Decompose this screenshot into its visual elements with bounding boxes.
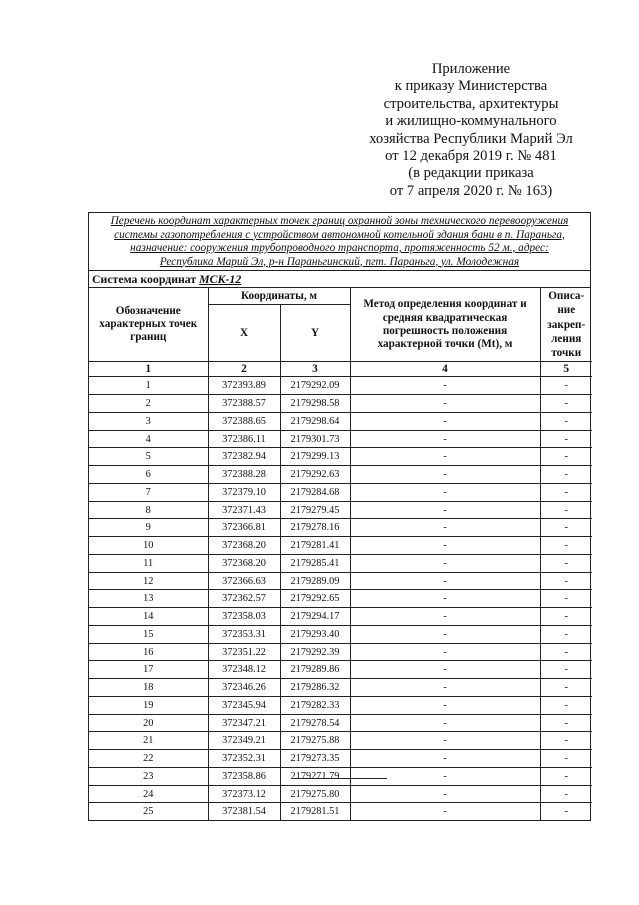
y-coordinate-cell: 2179289.09 xyxy=(280,572,350,590)
point-number-cell: 5 xyxy=(89,448,208,466)
table-row xyxy=(89,661,592,679)
y-coordinate-cell: 2179292.65 xyxy=(280,590,350,608)
method-cell: - xyxy=(350,412,540,430)
appendix-line: хозяйства Республики Марий Эл xyxy=(369,130,573,147)
x-coordinate-cell: 372388.28 xyxy=(208,466,280,484)
table-row xyxy=(89,679,592,697)
x-coordinate-cell: 372349.21 xyxy=(208,732,280,750)
method-cell: - xyxy=(350,643,540,661)
point-number-cell: 15 xyxy=(89,625,208,643)
caption-line: назначение: сооружения трубопроводного транспорта, протяженность 52 м., адрес: xyxy=(130,242,549,254)
table-row xyxy=(89,590,592,608)
footer-separator-line xyxy=(293,778,387,779)
caption-line: Перечень координат характерных точек границ охранной зоны технического перевооружения xyxy=(110,215,569,227)
appendix-line: (в редакции приказа xyxy=(408,165,534,182)
caption-line: системы газопотребления с устройством автономной котельной здания бани в п. Параньга, xyxy=(114,228,565,241)
point-number-cell: 24 xyxy=(89,785,208,803)
description-cell: - xyxy=(540,785,592,803)
method-cell: - xyxy=(350,696,540,714)
point-number-cell: 9 xyxy=(89,519,208,537)
y-coordinate-cell: 2179275.88 xyxy=(280,732,350,750)
y-coordinate-cell: 2179292.39 xyxy=(280,643,350,661)
method-cell: - xyxy=(350,785,540,803)
description-cell: - xyxy=(540,767,592,785)
x-coordinate-cell: 372352.31 xyxy=(208,750,280,768)
table-row xyxy=(89,750,592,768)
y-coordinate-cell: 2179286.32 xyxy=(280,679,350,697)
method-cell: - xyxy=(350,750,540,768)
method-cell: - xyxy=(350,537,540,555)
method-cell: - xyxy=(350,625,540,643)
y-coordinate-cell: 2179279.45 xyxy=(280,501,350,519)
table-row xyxy=(89,395,592,413)
description-cell: - xyxy=(540,466,592,484)
x-coordinate-cell: 372379.10 xyxy=(208,483,280,501)
x-coordinate-cell: 372353.31 xyxy=(208,625,280,643)
table-row xyxy=(89,448,592,466)
y-coordinate-cell: 2179292.63 xyxy=(280,466,350,484)
header-method: Метод определения координат и средняя квадратическая погрешность положения характерной точки (Mt), м xyxy=(350,288,540,362)
method-cell: - xyxy=(350,714,540,732)
y-coordinate-cell: 2179273.35 xyxy=(280,750,350,768)
description-cell: - xyxy=(540,625,592,643)
table-caption xyxy=(89,213,590,271)
appendix-line: к приказу Министерства xyxy=(394,78,548,95)
point-number-cell: 19 xyxy=(89,696,208,714)
y-coordinate-cell: 2179282.33 xyxy=(280,696,350,714)
point-number-cell: 11 xyxy=(89,554,208,572)
y-coordinate-cell: 2179301.73 xyxy=(280,430,350,448)
table-row xyxy=(89,572,592,590)
table-row xyxy=(89,803,592,820)
header-x: X xyxy=(208,305,280,362)
description-cell: - xyxy=(540,696,592,714)
coordinate-system-row xyxy=(89,271,590,288)
table-row xyxy=(89,643,592,661)
table-row xyxy=(89,501,592,519)
point-number-cell: 12 xyxy=(89,572,208,590)
table-row xyxy=(89,412,592,430)
point-number-cell: 2 xyxy=(89,395,208,413)
description-cell: - xyxy=(540,679,592,697)
method-cell: - xyxy=(350,590,540,608)
method-cell: - xyxy=(350,803,540,820)
column-number: 5 xyxy=(540,362,592,377)
description-cell: - xyxy=(540,377,592,395)
table-row xyxy=(89,537,592,555)
y-coordinate-cell: 2179281.51 xyxy=(280,803,350,820)
method-cell: - xyxy=(350,732,540,750)
x-coordinate-cell: 372366.63 xyxy=(208,572,280,590)
method-cell: - xyxy=(350,572,540,590)
x-coordinate-cell: 372345.94 xyxy=(208,696,280,714)
table-row xyxy=(89,519,592,537)
description-cell: - xyxy=(540,554,592,572)
table-row xyxy=(89,430,592,448)
appendix-line: от 12 декабря 2019 г. № 481 xyxy=(385,148,557,165)
point-number-cell: 22 xyxy=(89,750,208,768)
method-cell: - xyxy=(350,483,540,501)
description-cell: - xyxy=(540,483,592,501)
y-coordinate-cell: 2179271.79 xyxy=(280,767,350,785)
coordinate-system-label: Система координат xyxy=(92,272,197,286)
description-cell: - xyxy=(540,732,592,750)
description-cell: - xyxy=(540,661,592,679)
x-coordinate-cell: 372388.65 xyxy=(208,412,280,430)
method-cell: - xyxy=(350,767,540,785)
x-coordinate-cell: 372362.57 xyxy=(208,590,280,608)
column-number: 3 xyxy=(280,362,350,377)
appendix-line: от 7 апреля 2020 г. № 163) xyxy=(389,182,553,199)
description-cell: - xyxy=(540,448,592,466)
method-cell: - xyxy=(350,430,540,448)
coordinates-table xyxy=(89,288,592,820)
method-cell: - xyxy=(350,608,540,626)
x-coordinate-cell: 372388.57 xyxy=(208,395,280,413)
table-row xyxy=(89,714,592,732)
y-coordinate-cell: 2179293.40 xyxy=(280,625,350,643)
method-cell: - xyxy=(350,395,540,413)
description-cell: - xyxy=(540,430,592,448)
x-coordinate-cell: 372366.81 xyxy=(208,519,280,537)
x-coordinate-cell: 372368.20 xyxy=(208,537,280,555)
y-coordinate-cell: 2179281.41 xyxy=(280,537,350,555)
point-number-cell: 14 xyxy=(89,608,208,626)
header-designation: Обозначение характерных точек границ xyxy=(89,288,208,362)
description-cell: - xyxy=(540,803,592,820)
point-number-cell: 4 xyxy=(89,430,208,448)
x-coordinate-cell: 372393.89 xyxy=(208,377,280,395)
table-row xyxy=(89,483,592,501)
table-row xyxy=(89,466,592,484)
description-cell: - xyxy=(540,519,592,537)
method-cell: - xyxy=(350,661,540,679)
table-row xyxy=(89,696,592,714)
column-number-row xyxy=(89,362,592,377)
coordinates-table-frame xyxy=(88,212,591,821)
description-cell: - xyxy=(540,395,592,413)
appendix-line: Приложение xyxy=(431,61,511,77)
y-coordinate-cell: 2179298.64 xyxy=(280,412,350,430)
x-coordinate-cell: 372358.03 xyxy=(208,608,280,626)
description-cell: - xyxy=(540,501,592,519)
method-cell: - xyxy=(350,377,540,395)
y-coordinate-cell: 2179298.58 xyxy=(280,395,350,413)
description-cell: - xyxy=(540,643,592,661)
point-number-cell: 16 xyxy=(89,643,208,661)
table-row xyxy=(89,608,592,626)
header-description: Описа-ние закреп-ления точки xyxy=(540,288,592,362)
point-number-cell: 13 xyxy=(89,590,208,608)
method-cell: - xyxy=(350,501,540,519)
column-number: 1 xyxy=(89,362,208,377)
method-cell: - xyxy=(350,519,540,537)
x-coordinate-cell: 372371.43 xyxy=(208,501,280,519)
header-coordinates: Координаты, м xyxy=(208,288,350,305)
description-cell: - xyxy=(540,750,592,768)
point-number-cell: 25 xyxy=(89,803,208,820)
point-number-cell: 23 xyxy=(89,767,208,785)
point-number-cell: 17 xyxy=(89,661,208,679)
table-row xyxy=(89,767,592,785)
x-coordinate-cell: 372351.22 xyxy=(208,643,280,661)
point-number-cell: 3 xyxy=(89,412,208,430)
x-coordinate-cell: 372368.20 xyxy=(208,554,280,572)
appendix-block xyxy=(340,61,602,200)
y-coordinate-cell: 2179294.17 xyxy=(280,608,350,626)
x-coordinate-cell: 372373.12 xyxy=(208,785,280,803)
description-cell: - xyxy=(540,572,592,590)
table-row xyxy=(89,554,592,572)
method-cell: - xyxy=(350,448,540,466)
caption-line: Республика Марий Эл, р-н Параньгинский, пгт. Параньга, ул. Молодежная xyxy=(159,255,520,268)
point-number-cell: 8 xyxy=(89,501,208,519)
description-cell: - xyxy=(540,714,592,732)
y-coordinate-cell: 2179299.13 xyxy=(280,448,350,466)
header-y: Y xyxy=(280,305,350,362)
coordinate-system-value: МСК-12 xyxy=(199,272,242,286)
table-row xyxy=(89,377,592,395)
description-cell: - xyxy=(540,412,592,430)
point-number-cell: 10 xyxy=(89,537,208,555)
x-coordinate-cell: 372347.21 xyxy=(208,714,280,732)
description-cell: - xyxy=(540,608,592,626)
y-coordinate-cell: 2179278.16 xyxy=(280,519,350,537)
x-coordinate-cell: 372346.26 xyxy=(208,679,280,697)
x-coordinate-cell: 372358.86 xyxy=(208,767,280,785)
y-coordinate-cell: 2179285.41 xyxy=(280,554,350,572)
column-number: 2 xyxy=(208,362,280,377)
y-coordinate-cell: 2179275.80 xyxy=(280,785,350,803)
table-row xyxy=(89,785,592,803)
point-number-cell: 7 xyxy=(89,483,208,501)
description-cell: - xyxy=(540,537,592,555)
method-cell: - xyxy=(350,466,540,484)
point-number-cell: 21 xyxy=(89,732,208,750)
method-cell: - xyxy=(350,554,540,572)
point-number-cell: 20 xyxy=(89,714,208,732)
appendix-line: строительства, архитектуры xyxy=(383,95,559,112)
point-number-cell: 18 xyxy=(89,679,208,697)
point-number-cell: 6 xyxy=(89,466,208,484)
column-number: 4 xyxy=(350,362,540,377)
x-coordinate-cell: 372386.11 xyxy=(208,430,280,448)
point-number-cell: 1 xyxy=(89,377,208,395)
y-coordinate-cell: 2179284.68 xyxy=(280,483,350,501)
table-row xyxy=(89,625,592,643)
method-cell: - xyxy=(350,679,540,697)
x-coordinate-cell: 372382.94 xyxy=(208,448,280,466)
table-row xyxy=(89,732,592,750)
y-coordinate-cell: 2179278.54 xyxy=(280,714,350,732)
description-cell: - xyxy=(540,590,592,608)
y-coordinate-cell: 2179292.09 xyxy=(280,377,350,395)
appendix-line: и жилищно-коммунального xyxy=(385,113,557,130)
y-coordinate-cell: 2179289.86 xyxy=(280,661,350,679)
x-coordinate-cell: 372381.54 xyxy=(208,803,280,820)
x-coordinate-cell: 372348.12 xyxy=(208,661,280,679)
